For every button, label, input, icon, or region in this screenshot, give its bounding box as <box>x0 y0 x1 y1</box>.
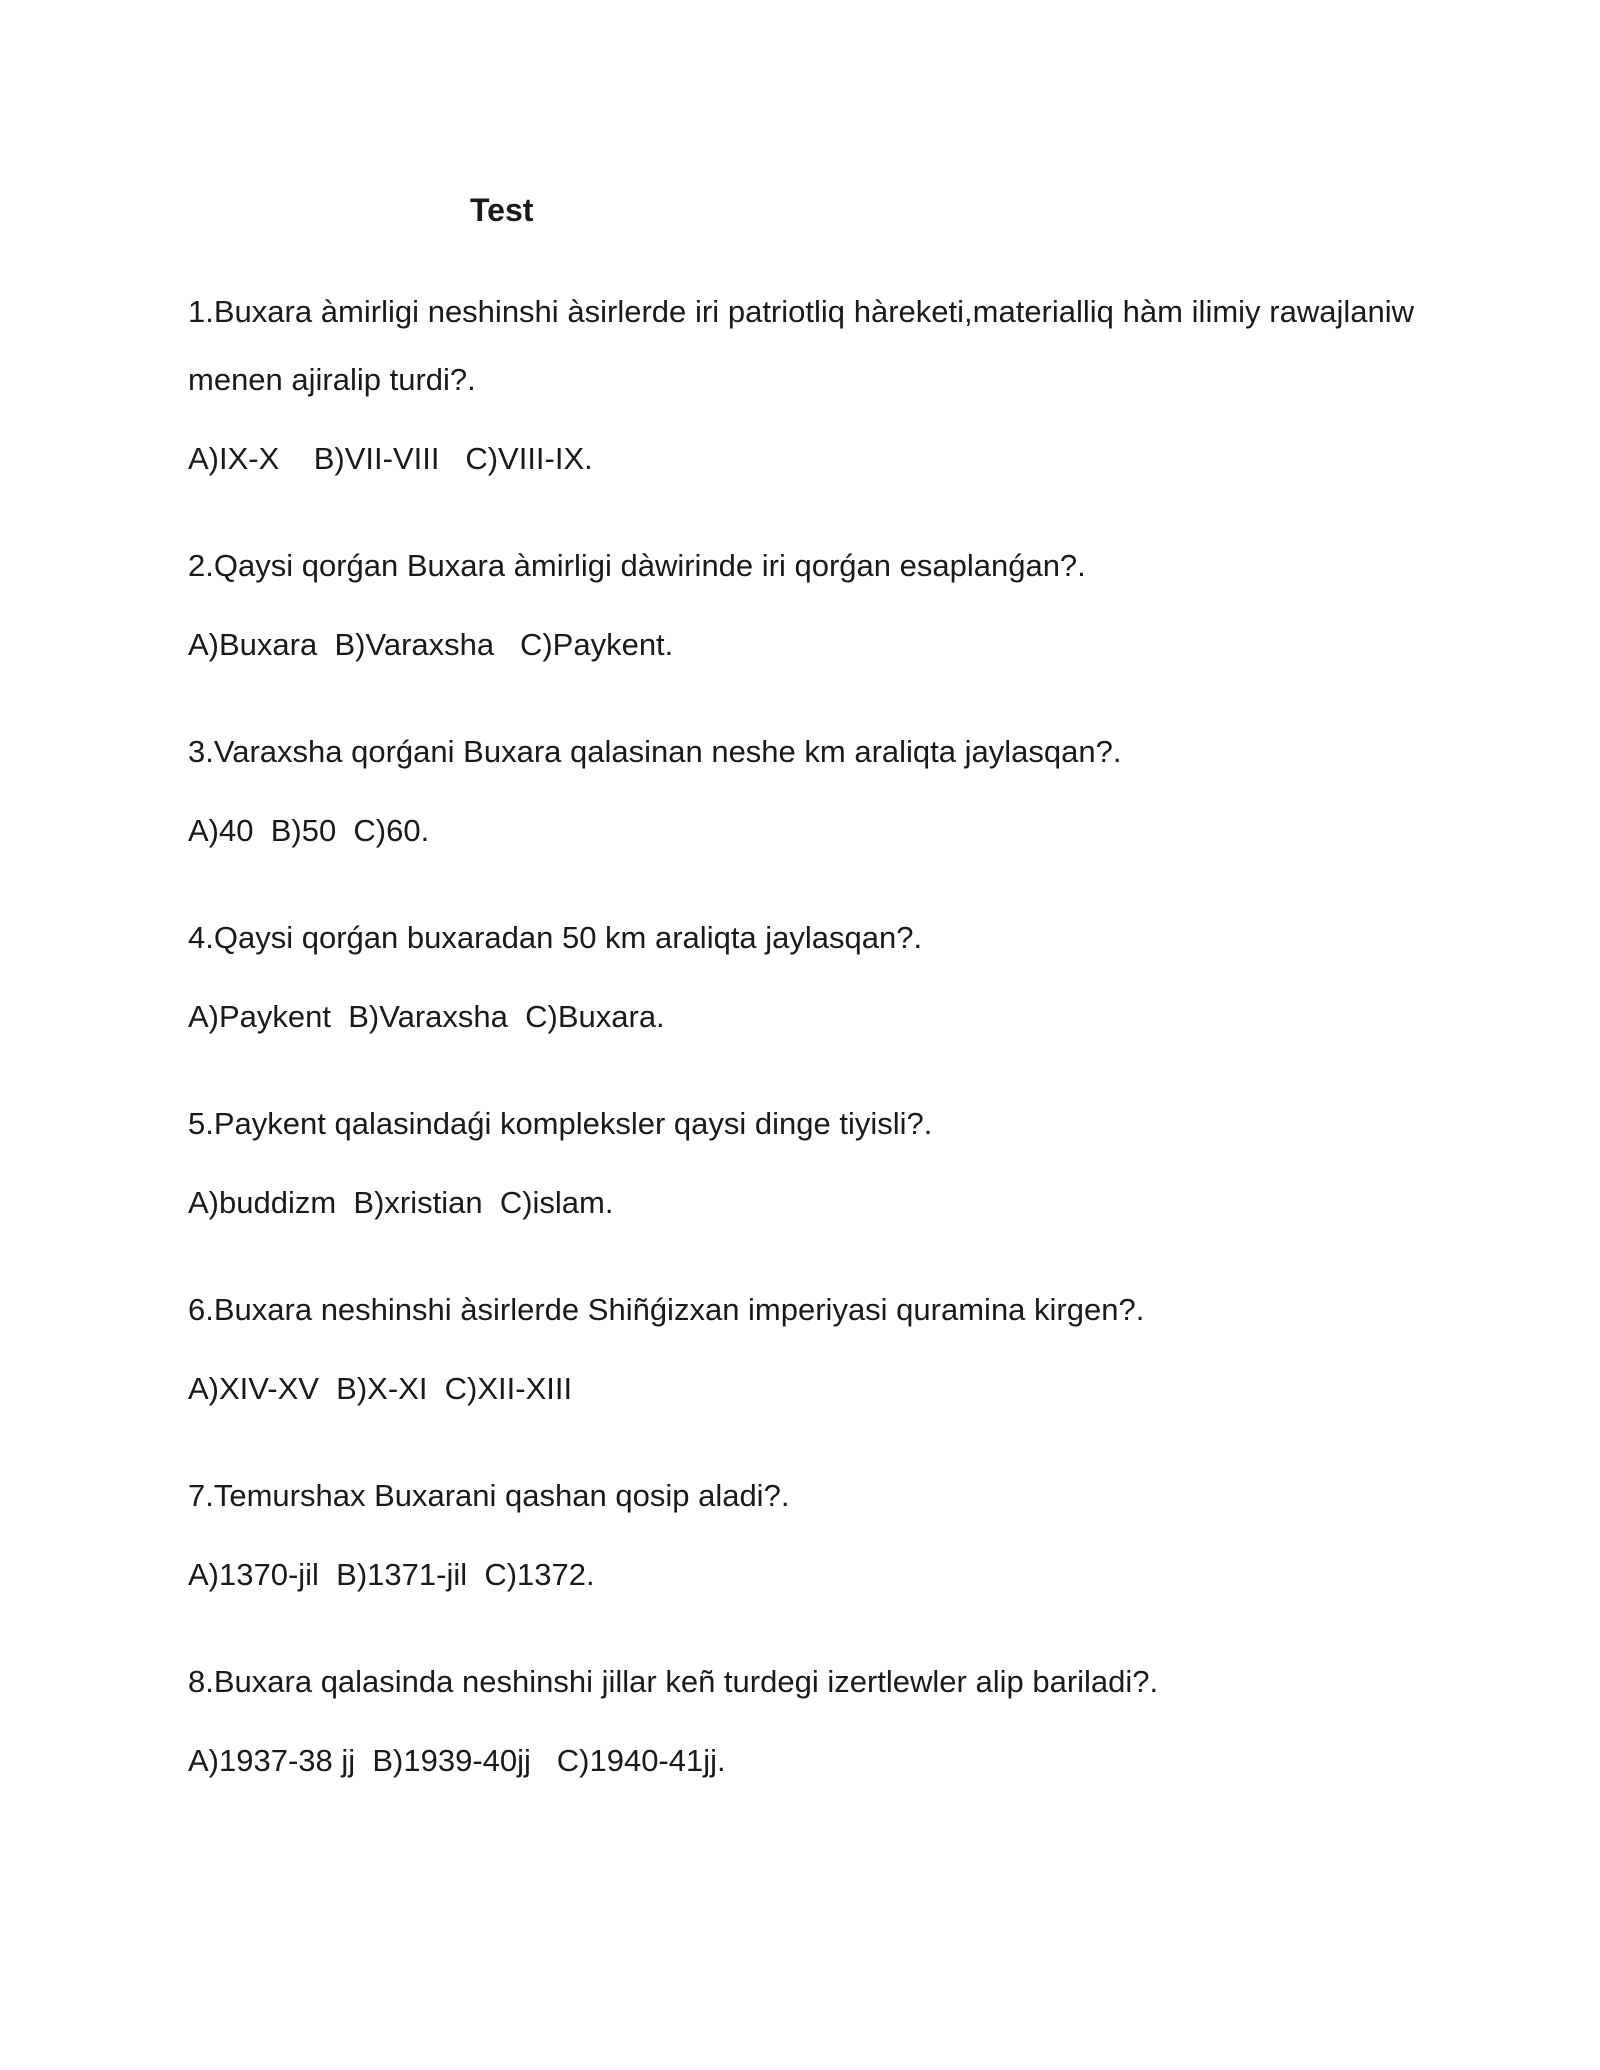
answer-options-6: A)XIV-XV B)X-XI C)XII-XIII <box>188 1371 573 1406</box>
test-questions <box>188 278 1414 1834</box>
question-4: 4.Qaysi qorǵan buxaradan 50 km araliqta jaylasqan?. <box>188 920 923 955</box>
answer-options-8: A)1937-38 jj B)1939-40jj C)1940-41jj. <box>188 1743 726 1778</box>
question-6: 6.Buxara neshinshi àsirlerde Shiñǵizxan imperiyasi quramina kirgen?. <box>188 1292 1145 1327</box>
question-8: 8.Buxara qalasinda neshinshi jillar keñ turdegi izertlewler alip bariladi?. <box>188 1664 1159 1699</box>
answer-options-5: A)buddizm B)xristian C)islam. <box>188 1185 614 1220</box>
answer-options-3: A)40 B)50 C)60. <box>188 813 430 848</box>
answer-options-4: A)Paykent B)Varaxsha C)Buxara. <box>188 999 665 1034</box>
answer-options-1: A)IX-X B)VII-VIII C)VIII-IX. <box>188 441 593 476</box>
answer-options-7: A)1370-jil B)1371-jil C)1372. <box>188 1557 595 1592</box>
question-5: 5.Paykent qalasindaǵi kompleksler qaysi dinge tiyisli?. <box>188 1106 933 1141</box>
document-title: Test <box>470 192 534 228</box>
question-3: 3.Varaxsha qorǵani Buxara qalasinan neshe km araliqta jaylasqan?. <box>188 734 1122 769</box>
answer-options-2: A)Buxara B)Varaxsha C)Paykent. <box>188 627 674 662</box>
question-7: 7.Temurshax Buxarani qashan qosip aladi?. <box>188 1478 790 1513</box>
question-1: 1.Buxara àmirligi neshinshi àsirlerde iri patriotliq hàreketi,materialliq hàm ilimiy rawajlaniw menen ajiralip turdi?. <box>188 294 1414 397</box>
question-2: 2.Qaysi qorǵan Buxara àmirligi dàwirinde iri qorǵan esaplanǵan?. <box>188 548 1086 583</box>
